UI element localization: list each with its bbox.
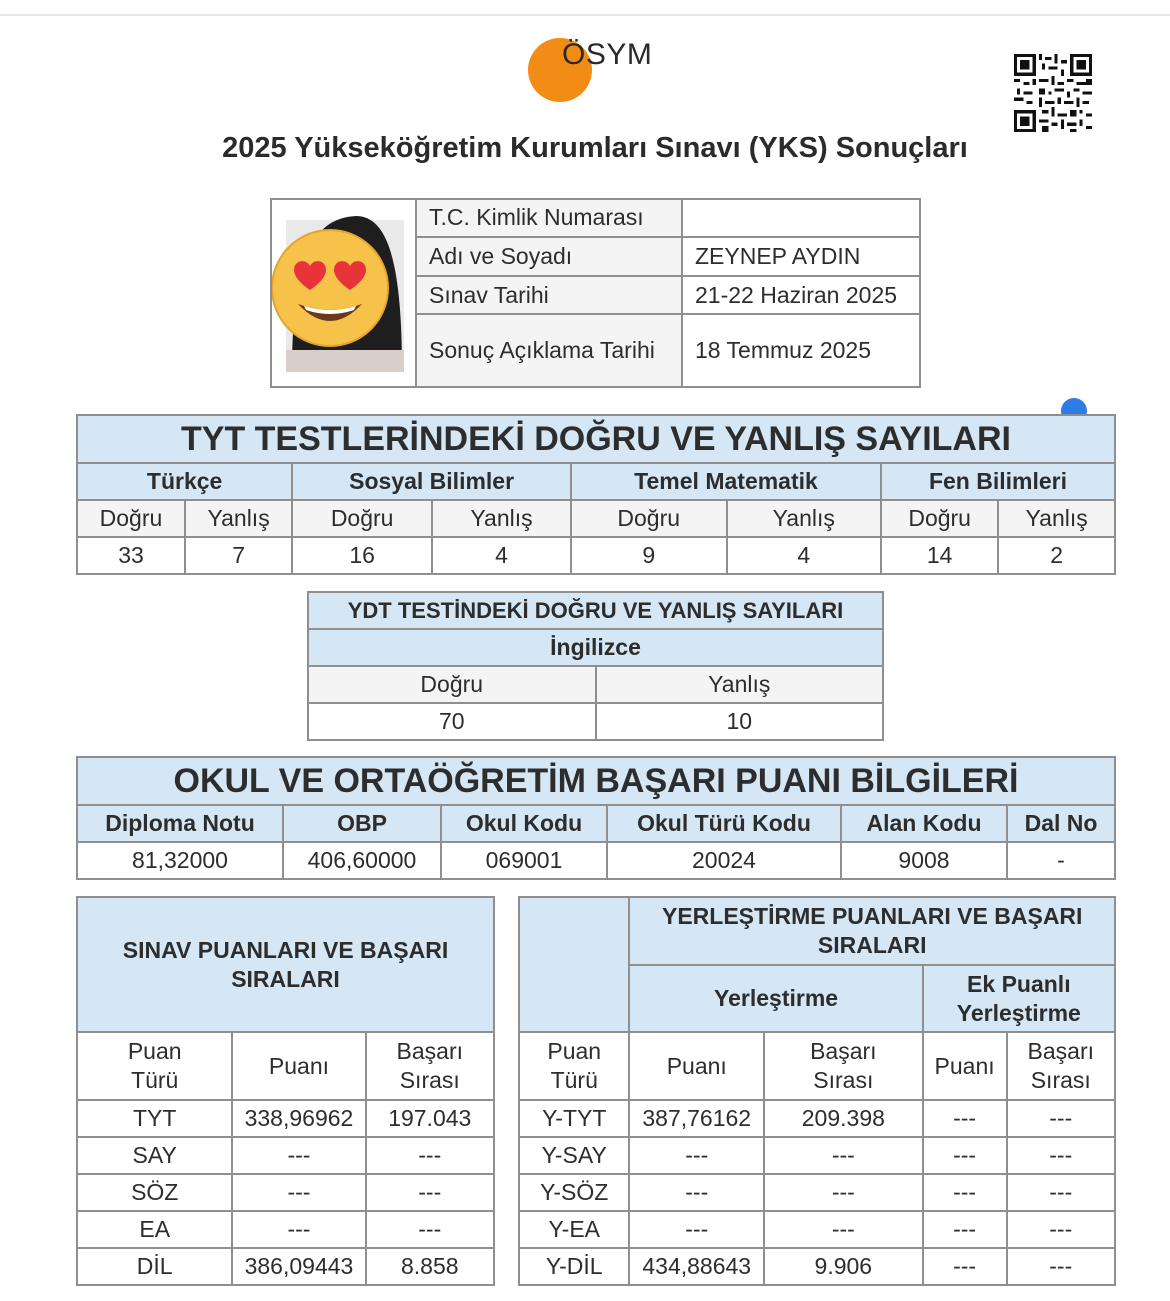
- placement-rank: 9.906: [764, 1248, 923, 1285]
- placement-type: Y-SAY: [519, 1137, 629, 1174]
- score-type: SAY: [77, 1137, 232, 1174]
- col-rank: Başarı Sırası: [366, 1032, 494, 1100]
- wrong-count: 4: [727, 537, 882, 574]
- col-score: Puanı: [232, 1032, 365, 1100]
- osym-logo: [528, 34, 668, 104]
- school-header: OBP: [283, 805, 441, 842]
- tyt-test-name: Temel Matematik: [571, 463, 881, 500]
- result-date-label: Sonuç Açıklama Tarihi: [416, 314, 682, 387]
- score-type: TYT: [77, 1100, 232, 1137]
- score-value: 386,09443: [232, 1248, 365, 1285]
- school-header: Okul Kodu: [441, 805, 607, 842]
- placement-title: YERLEŞTİRME PUANLARI VE BAŞARI SIRALARI: [629, 897, 1115, 965]
- ek-score: ---: [923, 1174, 1007, 1211]
- col-score: Puanı: [629, 1032, 764, 1100]
- school-title: OKUL VE ORTAÖĞRETİM BAŞARI PUANI BİLGİLERİ: [77, 757, 1115, 805]
- correct-count: 16: [292, 537, 432, 574]
- tyt-test-name: Türkçe: [77, 463, 292, 500]
- school-value: 9008: [841, 842, 1007, 879]
- placement-score: ---: [629, 1174, 764, 1211]
- placement-scores-table: [518, 896, 1116, 1286]
- exam-date-value: 21-22 Haziran 2025: [682, 276, 920, 315]
- col-type: Puan Türü: [77, 1032, 232, 1100]
- logo-text: ÖSYM: [562, 38, 653, 71]
- score-value: ---: [232, 1137, 365, 1174]
- col-ek-score: Puanı: [923, 1032, 1007, 1100]
- col-ek-rank: Başarı Sırası: [1007, 1032, 1115, 1100]
- exam-date-label: Sınav Tarihi: [416, 276, 682, 315]
- col-type: Puan Türü: [519, 1032, 629, 1100]
- placement-score: ---: [629, 1211, 764, 1248]
- placement-type: Y-DİL: [519, 1248, 629, 1285]
- wrong-count: 7: [185, 537, 292, 574]
- ek-rank: ---: [1007, 1248, 1115, 1285]
- top-divider: [0, 14, 1170, 16]
- correct-label: Doğru: [308, 666, 596, 703]
- score-value: 338,96962: [232, 1100, 365, 1137]
- page-title: 2025 Yükseköğretim Kurumları Sınavı (YKS) Sonuçları: [222, 132, 968, 164]
- placement-score: ---: [629, 1137, 764, 1174]
- wrong-count: 10: [596, 703, 884, 740]
- ek-rank: ---: [1007, 1174, 1115, 1211]
- rank-value: ---: [366, 1211, 494, 1248]
- tyt-title: TYT TESTLERİNDEKİ DOĞRU VE YANLIŞ SAYILARI: [77, 415, 1115, 463]
- school-value: 81,32000: [77, 842, 283, 879]
- school-header: Okul Türü Kodu: [607, 805, 841, 842]
- correct-label: Doğru: [292, 500, 432, 537]
- col-rank: Başarı Sırası: [764, 1032, 923, 1100]
- wrong-label: Yanlış: [185, 500, 292, 537]
- school-value: 069001: [441, 842, 607, 879]
- placement-type: Y-SÖZ: [519, 1174, 629, 1211]
- school-header: Dal No: [1007, 805, 1115, 842]
- correct-label: Doğru: [571, 500, 727, 537]
- correct-count: 70: [308, 703, 596, 740]
- ek-score: ---: [923, 1248, 1007, 1285]
- ek-score: ---: [923, 1100, 1007, 1137]
- ydt-title: YDT TESTİNDEKİ DOĞRU VE YANLIŞ SAYILARI: [308, 592, 883, 629]
- school-header: Diploma Notu: [77, 805, 283, 842]
- name-label: Adı ve Soyadı: [416, 237, 682, 276]
- wrong-count: 2: [998, 537, 1115, 574]
- score-type: DİL: [77, 1248, 232, 1285]
- qr-code-icon: [1014, 54, 1092, 132]
- tyt-test-name: Sosyal Bilimler: [292, 463, 571, 500]
- placement-rank: ---: [764, 1211, 923, 1248]
- rank-value: 197.043: [366, 1100, 494, 1137]
- ydt-results-table: [307, 591, 884, 741]
- ek-rank: ---: [1007, 1211, 1115, 1248]
- wrong-label: Yanlış: [432, 500, 571, 537]
- tyt-results-table: [76, 414, 1116, 575]
- school-header: Alan Kodu: [841, 805, 1007, 842]
- exam-scores-title: SINAV PUANLARI VE BAŞARI SIRALARI: [77, 897, 494, 1032]
- placement-corner: [519, 897, 629, 1032]
- correct-count: 33: [77, 537, 185, 574]
- correct-count: 14: [881, 537, 998, 574]
- score-value: ---: [232, 1174, 365, 1211]
- extra-placement-group: Ek Puanlı Yerleştirme: [923, 965, 1115, 1032]
- ek-score: ---: [923, 1137, 1007, 1174]
- heart-eyes-emoji-icon: [272, 200, 415, 380]
- placement-group: Yerleştirme: [629, 965, 922, 1032]
- ydt-language: İngilizce: [308, 629, 883, 666]
- id-number-value: [682, 199, 920, 237]
- school-value: 20024: [607, 842, 841, 879]
- placement-score: 387,76162: [629, 1100, 764, 1137]
- tyt-test-name: Fen Bilimleri: [881, 463, 1115, 500]
- wrong-count: 4: [432, 537, 571, 574]
- wrong-label: Yanlış: [727, 500, 882, 537]
- placement-rank: 209.398: [764, 1100, 923, 1137]
- rank-value: ---: [366, 1174, 494, 1211]
- name-value: ZEYNEP AYDIN: [682, 237, 920, 276]
- ek-rank: ---: [1007, 1137, 1115, 1174]
- placement-type: Y-TYT: [519, 1100, 629, 1137]
- placement-rank: ---: [764, 1174, 923, 1211]
- exam-scores-table: [76, 896, 495, 1286]
- score-type: EA: [77, 1211, 232, 1248]
- school-value: 406,60000: [283, 842, 441, 879]
- correct-label: Doğru: [881, 500, 998, 537]
- id-number-label: T.C. Kimlik Numarası: [416, 199, 682, 237]
- score-type: SÖZ: [77, 1174, 232, 1211]
- correct-label: Doğru: [77, 500, 185, 537]
- candidate-info-table: [270, 198, 921, 388]
- rank-value: 8.858: [366, 1248, 494, 1285]
- rank-value: ---: [366, 1137, 494, 1174]
- school-info-table: [76, 756, 1116, 880]
- wrong-label: Yanlış: [596, 666, 884, 703]
- score-value: ---: [232, 1211, 365, 1248]
- school-value: -: [1007, 842, 1115, 879]
- correct-count: 9: [571, 537, 727, 574]
- candidate-photo: [271, 199, 416, 387]
- ek-rank: ---: [1007, 1100, 1115, 1137]
- placement-score: 434,88643: [629, 1248, 764, 1285]
- placement-rank: ---: [764, 1137, 923, 1174]
- wrong-label: Yanlış: [998, 500, 1115, 537]
- placement-type: Y-EA: [519, 1211, 629, 1248]
- result-date-value: 18 Temmuz 2025: [682, 314, 920, 387]
- ek-score: ---: [923, 1211, 1007, 1248]
